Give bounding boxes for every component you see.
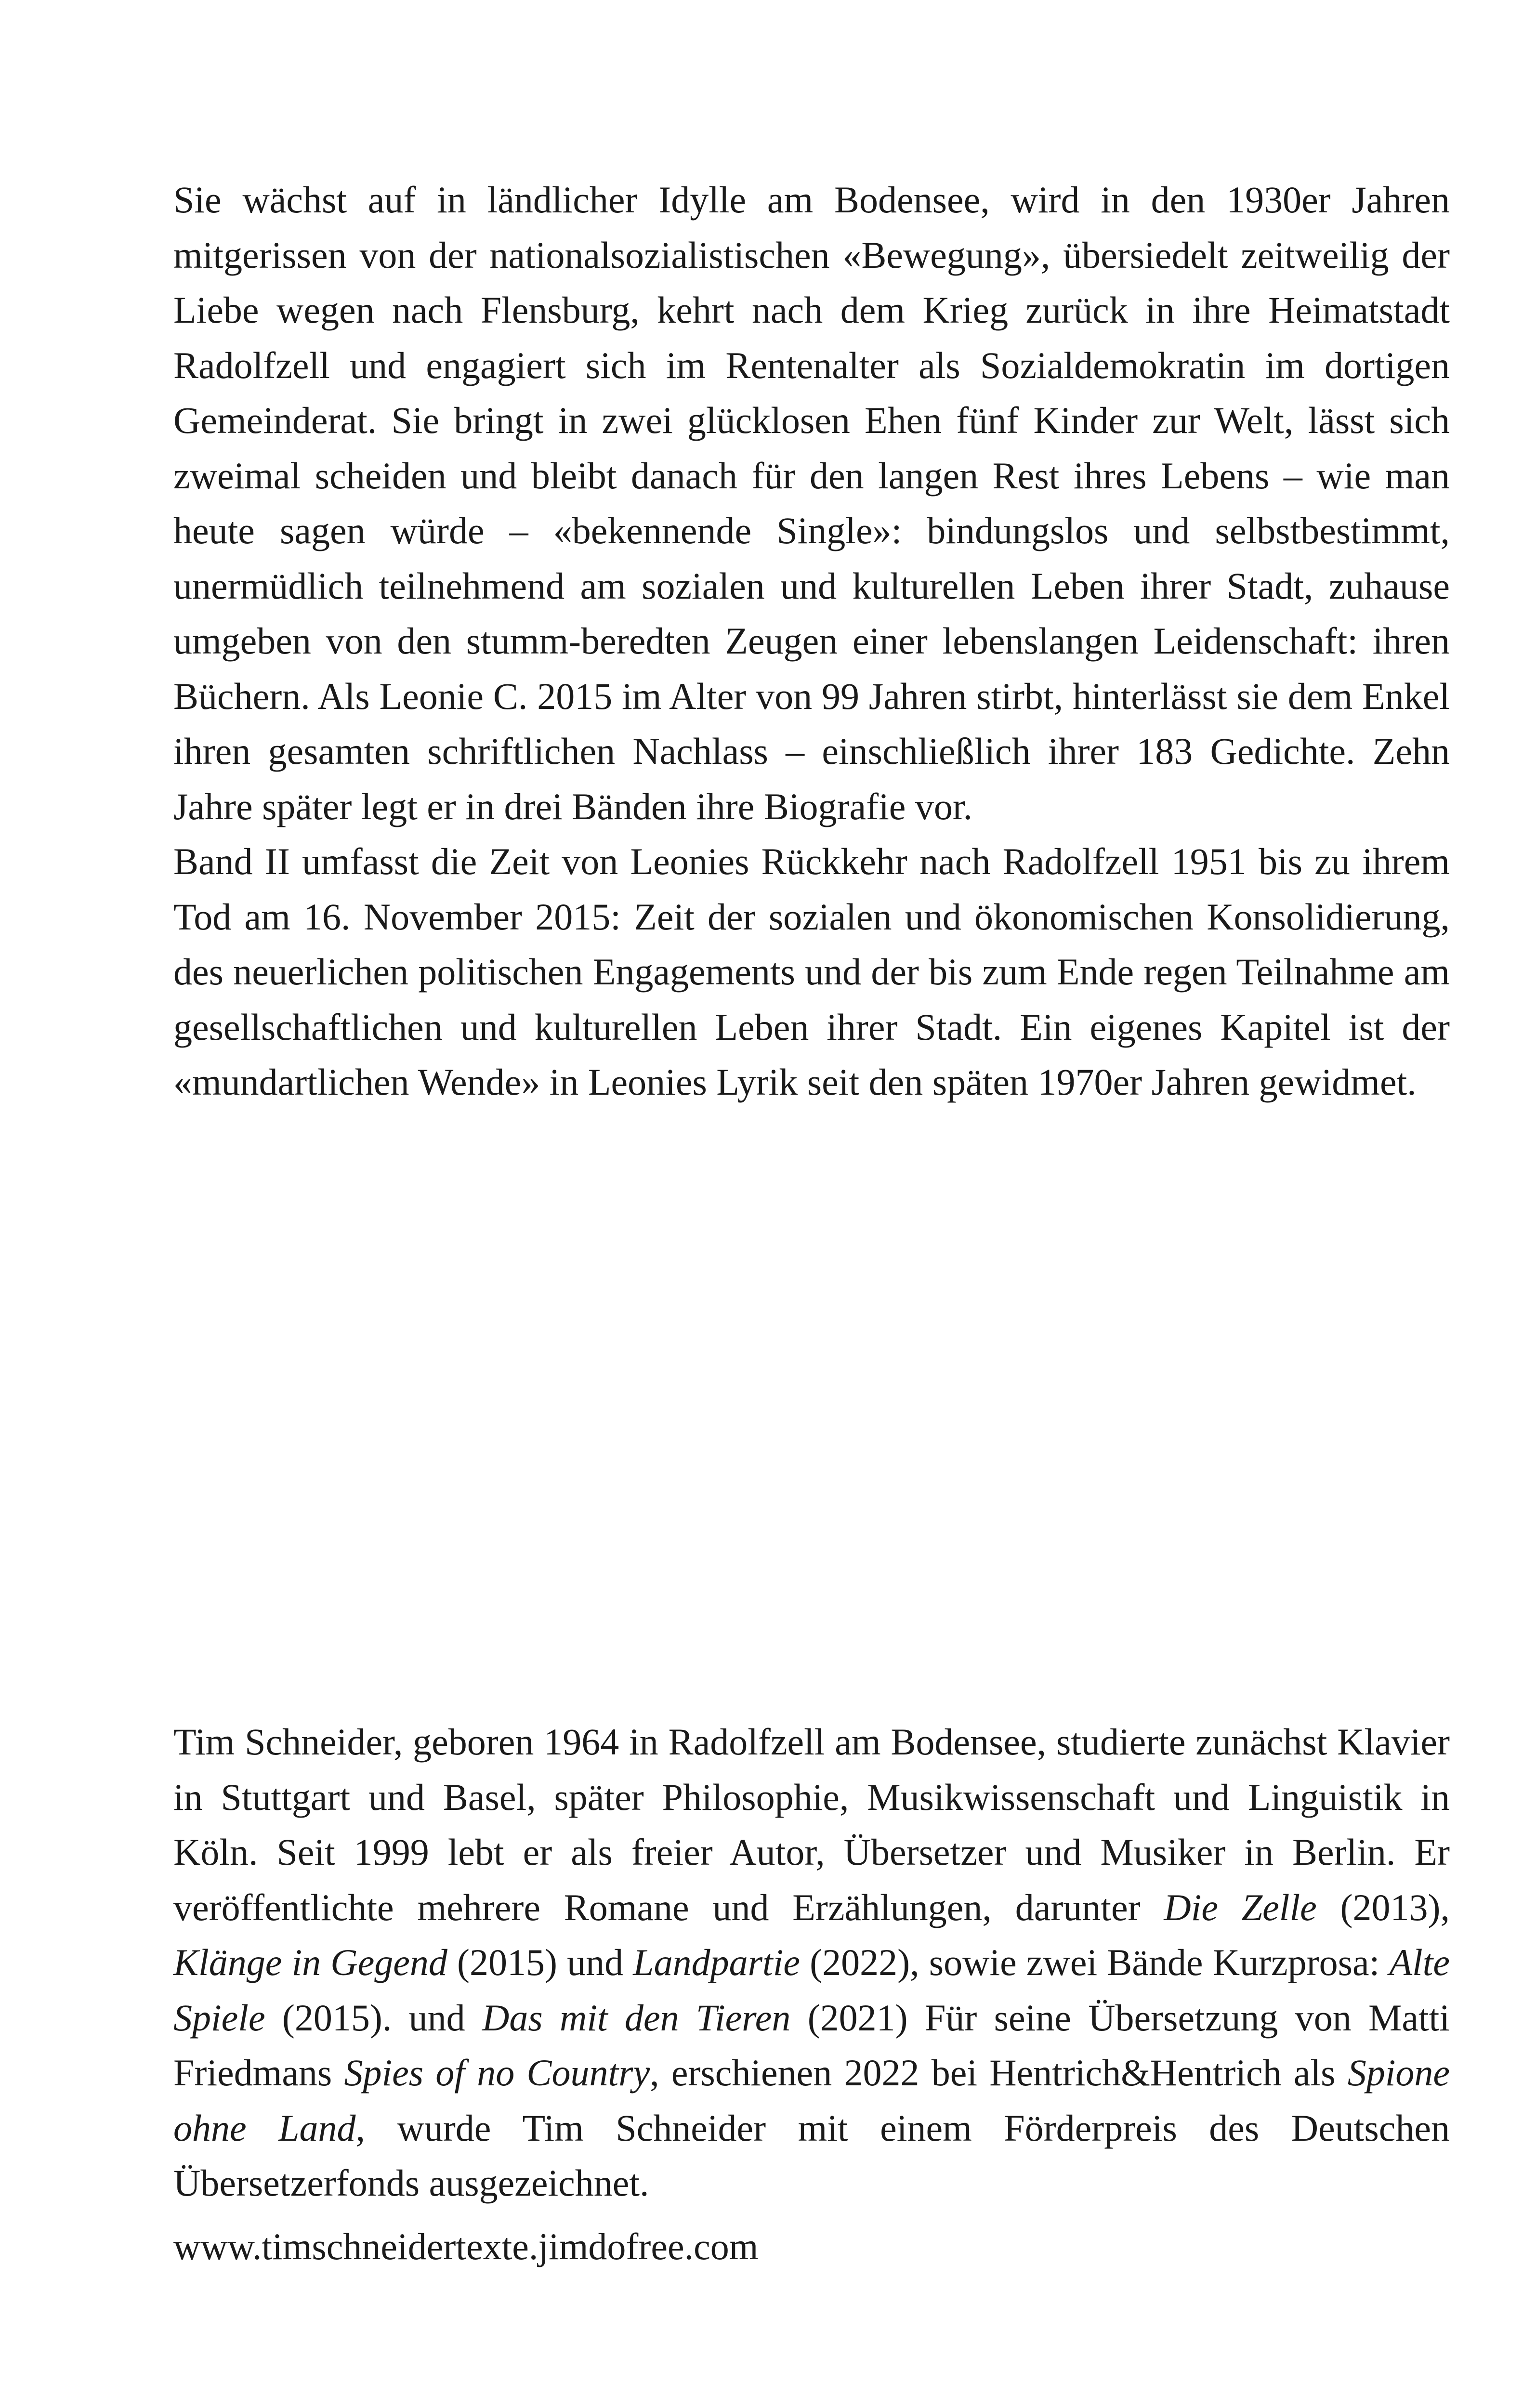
- bio-text: Tim Schneider, geboren 1964 in Radolfzell am Bodensee, studierte zunächst Klavier in Stuttgart und Basel, später Philosophie, Musikwissenschaft und Linguistik in Köln. Seit 1999 lebt er als freier Autor, Übersetzer und Musiker in Berlin. Er veröffentlichte mehrere Romane und Erzählungen, darunter: [173, 1721, 1450, 1928]
- book-title-das-mit-den-tieren: Das mit den Tieren: [482, 1996, 791, 2039]
- book-title-spione-ohne-land: Spione ohne Land: [173, 2052, 1450, 2149]
- bio-text: , wurde Tim Schneider mit einem Förderpreis des Deutschen Übersetzerfonds ausgezeichnet.: [173, 2107, 1450, 2204]
- book-title-klaenge-in-gegend: Klänge in Gegend: [173, 1941, 447, 1983]
- author-bio-paragraph: [173, 1714, 1450, 2211]
- book-title-spies-of-no-country: Spies of no Country: [344, 2052, 650, 2094]
- bio-text: (2022), sowie zwei Bände Kurzprosa:: [800, 1941, 1390, 1983]
- bio-text: (2015) und: [447, 1941, 633, 1983]
- bio-text: , erschienen 2022 bei Hentrich&Hentrich als: [650, 2052, 1348, 2094]
- blurb-paragraph-1: Sie wächst auf in ländlicher Idylle am Bodensee, wird in den 1930er Jahren mitgerissen von der nationalsozialistischen «Bewegung», übersiedelt zeitweilig der Liebe wegen nach Flensburg, kehrt nach dem Krieg zurück in ihre Heimatstadt Radolfzell und engagiert sich im Rentenalter als Sozialdemokratin im dortigen Gemeinderat. Sie bringt in zwei glücklosen Ehen fünf Kinder zur Welt, lässt sich zweimal scheiden und bleibt danach für den langen Rest ihres Lebens – wie man heute sagen würde – «bekennende Single»: bindungslos und selbstbestimmt, unermüdlich teilnehmend am sozialen und kulturellen Leben ihrer Stadt, zuhause umgeben von den stumm-beredten Zeugen einer lebenslangen Leidenschaft: ihren Büchern. Als Leonie C. 2015 im Alter von 99 Jahren stirbt, hinterlässt sie dem Enkel ihren gesamten schriftlichen Nachlass – einschließlich ihrer 183 Gedichte. Zehn Jahre später legt er in drei Bänden ihre Biografie vor.: [173, 179, 1450, 827]
- bio-text: (2021) Für seine Übersetzung von Matti Friedmans: [173, 1996, 1450, 2094]
- bio-text: (2015). und: [265, 1996, 482, 2039]
- author-website: www.timschneidertexte.jimdofree.com: [173, 2225, 759, 2267]
- book-title-die-zelle: Die Zelle: [1164, 1886, 1317, 1928]
- author-bio: [173, 1714, 1450, 2211]
- book-title-alte-spiele: Alte Spiele: [173, 1941, 1450, 2039]
- book-title-landpartie: Landpartie: [633, 1941, 800, 1983]
- bio-text: (2013),: [1316, 1886, 1450, 1928]
- blurb-paragraph-2: Band II umfasst die Zeit von Leonies Rückkehr nach Radolfzell 1951 bis zu ihrem Tod am 16. November 2015: Zeit der sozialen und ökonomischen Konsolidierung, des neuerlichen politischen Engagements und der bis zum Ende regen Teilnahme am gesellschaftlichen und kulturellen Leben ihrer Stadt. Ein eigenes Kapitel ist der «mundartlichen Wende» in Leonies Lyrik seit den späten 1970er Jahren gewidmet.: [173, 840, 1450, 1103]
- book-blurb: [173, 172, 1450, 1110]
